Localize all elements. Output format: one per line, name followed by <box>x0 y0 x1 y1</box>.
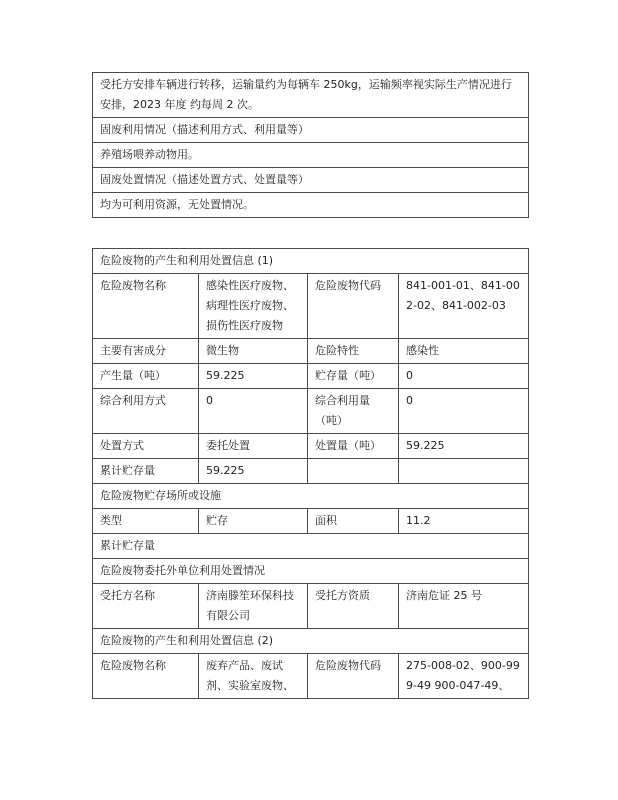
value-disposal-amount: 59.225 <box>399 434 529 459</box>
table-row <box>93 654 529 699</box>
value-stored-amount: 0 <box>399 364 529 389</box>
label-utilization-amount: 综合利用量（吨） <box>308 389 399 434</box>
table-row <box>93 559 529 584</box>
empty-cell <box>399 459 529 484</box>
value-hazard-characteristic: 感染性 <box>399 339 529 364</box>
label-hazard-characteristic: 危险特性 <box>308 339 399 364</box>
table-row <box>93 434 529 459</box>
value-waste-code: 841-001-01、841-002-02、841-002-03 <box>399 274 529 339</box>
label-waste-name-2: 危险废物名称 <box>93 654 199 699</box>
table-row <box>93 143 529 168</box>
value-utilization-method: 0 <box>199 389 308 434</box>
value-utilization-amount: 0 <box>399 389 529 434</box>
value-facility-type: 贮存 <box>199 509 308 534</box>
label-disposal-amount: 处置量（吨） <box>308 434 399 459</box>
value-disposal-method: 委托处置 <box>199 434 308 459</box>
value-cumulative-storage: 59.225 <box>199 459 308 484</box>
table-row <box>93 584 529 629</box>
table-row <box>93 118 529 143</box>
section-header-hazwaste-info-2: 危险废物的产生和利用处置信息 (2) <box>93 629 529 654</box>
table-row <box>93 534 529 559</box>
section-header-hazwaste-info-1: 危险废物的产生和利用处置信息 (1) <box>93 249 529 274</box>
value-generated-amount: 59.225 <box>199 364 308 389</box>
label-facility-type: 类型 <box>93 509 199 534</box>
value-waste-code-2: 275-008-02、900-999-49 900-047-49、 <box>399 654 529 699</box>
solid-waste-utilization-value: 养殖场喂养动物用。 <box>93 143 529 168</box>
table-row <box>93 73 529 118</box>
value-facility-area: 11.2 <box>399 509 529 534</box>
label-stored-amount: 贮存量（吨） <box>308 364 399 389</box>
empty-cell <box>308 459 399 484</box>
solid-waste-info-table <box>92 72 529 218</box>
transport-arrangement-text: 受托方安排车辆进行转移，运输量约为每辆车 250kg，运输频率视实际生产情况进行安排，2023 年度 约每周 2 次。 <box>93 73 529 118</box>
label-utilization-method: 综合利用方式 <box>93 389 199 434</box>
value-trustee-qualification: 济南危证 25 号 <box>399 584 529 629</box>
label-waste-code-2: 危险废物代码 <box>308 654 399 699</box>
section-header-entrusted-disposal: 危险废物委托外单位利用处置情况 <box>93 559 529 584</box>
table-row <box>93 459 529 484</box>
section-header-storage-facility: 危险废物贮存场所或设施 <box>93 484 529 509</box>
value-harmful-component: 微生物 <box>199 339 308 364</box>
table-row <box>93 484 529 509</box>
table-row <box>93 629 529 654</box>
label-generated-amount: 产生量（吨） <box>93 364 199 389</box>
table-row <box>93 168 529 193</box>
label-harmful-component: 主要有害成分 <box>93 339 199 364</box>
label-trustee-name: 受托方名称 <box>93 584 199 629</box>
table-row <box>93 389 529 434</box>
value-waste-name: 感染性医疗废物、病理性医疗废物、损伤性医疗废物 <box>199 274 308 339</box>
value-trustee-name: 济南滕笙环保科技有限公司 <box>199 584 308 629</box>
label-waste-name: 危险废物名称 <box>93 274 199 339</box>
table-row <box>93 274 529 339</box>
hazardous-waste-table-region <box>92 248 531 703</box>
table-row <box>93 364 529 389</box>
solid-waste-disposal-value: 均为可利用资源，无处置情况。 <box>93 193 529 218</box>
label-waste-code: 危险废物代码 <box>308 274 399 339</box>
label-disposal-method: 处置方式 <box>93 434 199 459</box>
table-row <box>93 339 529 364</box>
solid-waste-disposal-header: 固废处置情况（描述处置方式、处置量等） <box>93 168 529 193</box>
label-facility-area: 面积 <box>308 509 399 534</box>
label-trustee-qualification: 受托方资质 <box>308 584 399 629</box>
table-row <box>93 193 529 218</box>
solid-waste-utilization-header: 固废利用情况（描述利用方式、利用量等） <box>93 118 529 143</box>
label-cumulative-storage: 累计贮存量 <box>93 459 199 484</box>
table-row <box>93 509 529 534</box>
hazardous-waste-info-table <box>92 248 529 699</box>
section-header-cumulative-storage: 累计贮存量 <box>93 534 529 559</box>
table-row <box>93 249 529 274</box>
value-waste-name-2: 废弃产品、废试剂、实验室废物、 <box>199 654 308 699</box>
